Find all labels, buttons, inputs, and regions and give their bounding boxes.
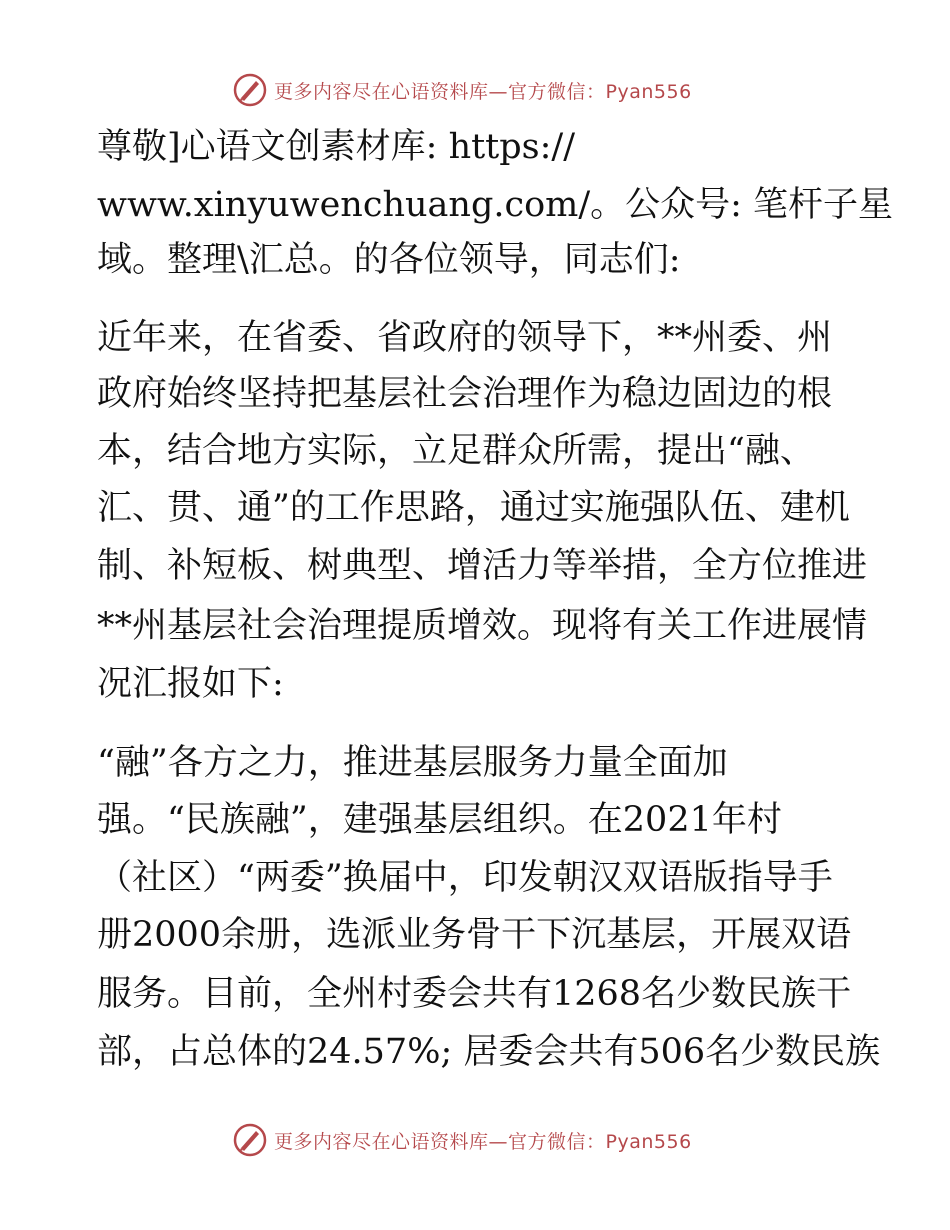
quill-logo-icon <box>232 72 268 108</box>
body-line: “融”各方之力，推进基层服务力量全面加 <box>97 743 728 783</box>
body-line: 汇、贯、通”的工作思路，通过实施强队伍、建机 <box>97 488 850 528</box>
body-line: 册2000余册，选派业务骨干下沉基层，开展双语 <box>97 915 852 955</box>
body-line: 服务。目前，全州村委会共有1268名少数民族干 <box>97 974 852 1014</box>
body-line: 本，结合地方实际，立足群众所需，提出“融、 <box>97 431 815 471</box>
body-line: 部，占总体的24.57%; 居委会共有506名少数民族 <box>97 1032 881 1072</box>
body-line: 制、补短板、树典型、增活力等举措，全方位推进 <box>97 546 868 586</box>
body-line: 近年来，在省委、省政府的领导下，**州委、州 <box>97 318 833 358</box>
header-banner <box>232 70 692 110</box>
body-line: （社区）“两委”换届中，印发朝汉双语版指导手 <box>97 858 833 898</box>
body-line: 尊敬]心语文创素材库: https:// <box>97 127 575 167</box>
banner-text: 更多内容尽在心语资料库—官方微信：Pyan556 <box>274 1130 692 1153</box>
footer-banner <box>232 1120 692 1160</box>
body-line: www.xinyuwenchuang.com/。公众号: 笔杆子星 <box>97 185 894 225</box>
body-line: 政府始终坚持把基层社会治理作为稳边固边的根 <box>97 374 833 414</box>
body-line: 强。“民族融”，建强基层组织。在2021年村 <box>97 800 782 840</box>
quill-logo-icon <box>232 1122 268 1158</box>
body-line: **州基层社会治理提质增效。现将有关工作进展情 <box>97 606 868 646</box>
banner-text: 更多内容尽在心语资料库—官方微信：Pyan556 <box>274 80 692 103</box>
body-line: 域。整理\汇总。的各位领导，同志们: <box>97 240 681 280</box>
body-line: 况汇报如下: <box>97 664 284 704</box>
